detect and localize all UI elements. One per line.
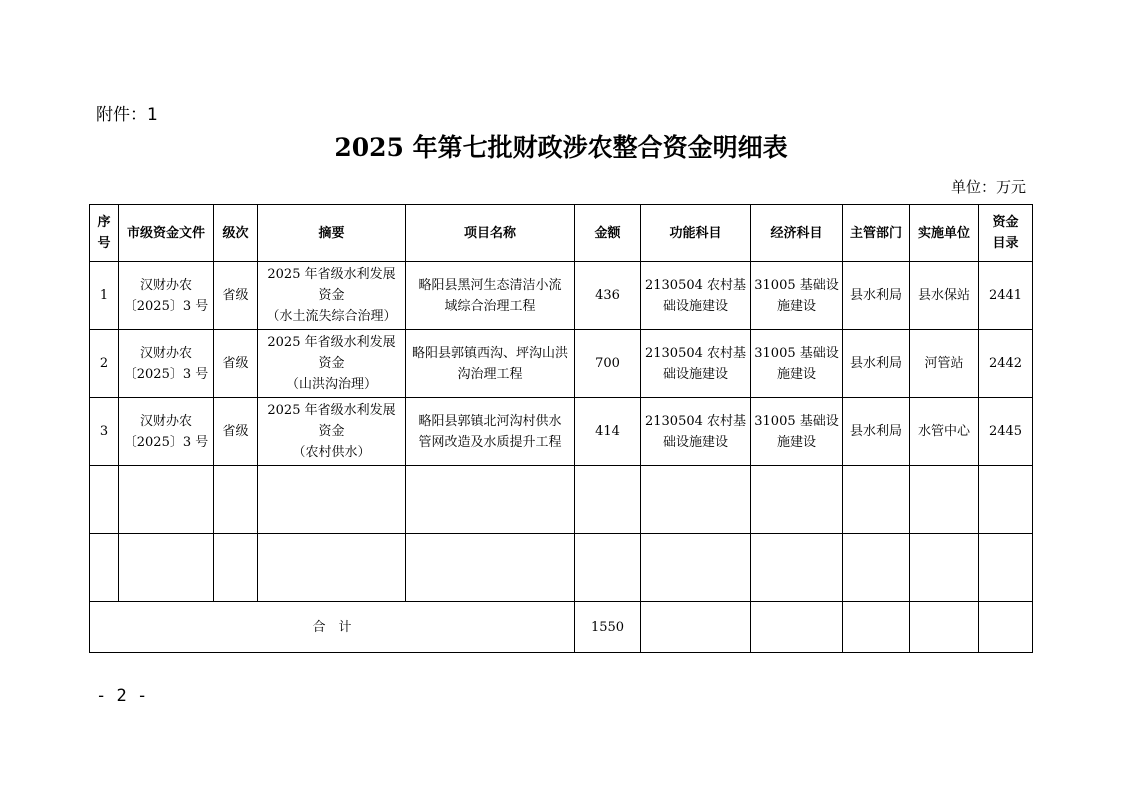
cell-project: 略阳县黑河生态清洁小流 域综合治理工程: [406, 262, 575, 330]
attachment-label: 附件：1: [96, 105, 158, 125]
cell-summary: 2025 年省级水利发展 资金 （山洪沟治理）: [258, 330, 406, 398]
funds-detail-table: [89, 204, 1033, 653]
cell-econ: 31005 基础设 施建设: [751, 262, 843, 330]
cell-summary: 2025 年省级水利发展 资金 （水土流失综合治理）: [258, 262, 406, 330]
header-level: 级次: [214, 205, 258, 262]
cell-doc: 汉财办农 〔2025〕3 号: [119, 262, 214, 330]
cell-doc: 汉财办农 〔2025〕3 号: [119, 330, 214, 398]
total-amount: 1550: [575, 602, 641, 653]
header-func: 功能科目: [641, 205, 751, 262]
cell-impl: 县水保站: [910, 262, 979, 330]
header-doc: 市级资金文件: [119, 205, 214, 262]
header-econ: 经济科目: [751, 205, 843, 262]
header-dept: 主管部门: [843, 205, 910, 262]
header-seq: 序 号: [90, 205, 119, 262]
cell-level: 省级: [214, 398, 258, 466]
cell-amount: 700: [575, 330, 641, 398]
table-total-row: [90, 602, 1033, 653]
cell-dept: 县水利局: [843, 330, 910, 398]
page-title: 2025 年第七批财政涉农整合资金明细表: [334, 133, 788, 162]
cell-level: 省级: [214, 262, 258, 330]
table-row: [90, 330, 1033, 398]
cell-catalog: 2441: [979, 262, 1033, 330]
cell-func: 2130504 农村基 础设施建设: [641, 262, 751, 330]
cell-project: 略阳县郭镇西沟、坪沟山洪 沟治理工程: [406, 330, 575, 398]
header-catalog: 资金 目录: [979, 205, 1033, 262]
table-row: [90, 262, 1033, 330]
table-row-empty: [90, 466, 1033, 534]
cell-impl: 河管站: [910, 330, 979, 398]
table-header-row: [90, 205, 1033, 262]
cell-project: 略阳县郭镇北河沟村供水 管网改造及水质提升工程: [406, 398, 575, 466]
header-amount: 金额: [575, 205, 641, 262]
page-number: - 2 -: [96, 686, 148, 706]
header-project: 项目名称: [406, 205, 575, 262]
table-row: [90, 398, 1033, 466]
cell-seq: 3: [90, 398, 119, 466]
cell-func: 2130504 农村基 础设施建设: [641, 398, 751, 466]
cell-level: 省级: [214, 330, 258, 398]
total-label: 合 计: [90, 602, 575, 653]
cell-econ: 31005 基础设 施建设: [751, 398, 843, 466]
cell-seq: 1: [90, 262, 119, 330]
cell-seq: 2: [90, 330, 119, 398]
cell-dept: 县水利局: [843, 398, 910, 466]
cell-econ: 31005 基础设 施建设: [751, 330, 843, 398]
cell-dept: 县水利局: [843, 262, 910, 330]
cell-catalog: 2445: [979, 398, 1033, 466]
cell-func: 2130504 农村基 础设施建设: [641, 330, 751, 398]
header-summary: 摘要: [258, 205, 406, 262]
unit-label: 单位：万元: [950, 178, 1026, 196]
cell-summary: 2025 年省级水利发展 资金 （农村供水）: [258, 398, 406, 466]
cell-amount: 436: [575, 262, 641, 330]
cell-impl: 水管中心: [910, 398, 979, 466]
cell-amount: 414: [575, 398, 641, 466]
table-row-empty: [90, 534, 1033, 602]
header-impl: 实施单位: [910, 205, 979, 262]
cell-doc: 汉财办农 〔2025〕3 号: [119, 398, 214, 466]
cell-catalog: 2442: [979, 330, 1033, 398]
